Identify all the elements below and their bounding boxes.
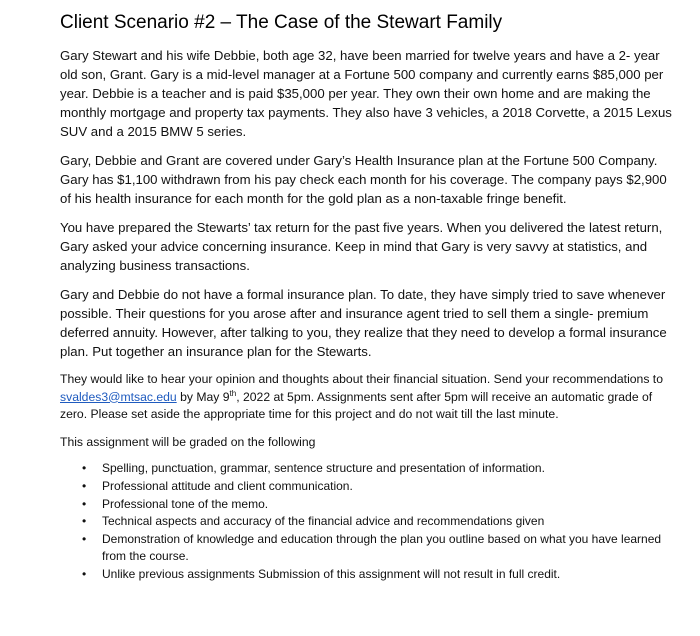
paragraph-insurance-plan: Gary and Debbie do not have a formal insurance plan. To date, they have simply tried to save whenever possible. Their questions for you arose after and insurance agent tried to sell them a single- premium deferred annuity. However, after talking to you, they realize that they need to develop a formal insurance plan. Put together an insurance plan for the Stewarts.	[60, 287, 667, 359]
criteria-item	[82, 513, 680, 531]
paragraph-tax-return: You have prepared the Stewarts’ tax return for the past five years. When you delivered the latest return, Gary asked your advice concerning insurance. Keep in mind that Gary is very savvy at statistics, and analyzing business transactions.	[60, 220, 663, 273]
bullet-icon: •	[82, 531, 87, 546]
criteria-text: Unlike previous assignments Submission of this assignment will not result in full credit.	[102, 566, 561, 581]
bullet-icon: •	[82, 566, 87, 581]
instructions-text-due: by May 9	[176, 389, 230, 404]
bullet-icon: •	[82, 514, 87, 529]
email-link[interactable]: svaldes3@mtsac.edu	[60, 389, 177, 404]
criteria-text: Technical aspects and accuracy of the financial advice and recommendations given	[102, 514, 545, 529]
criteria-item	[82, 496, 680, 514]
bullet-icon: •	[82, 461, 87, 476]
criteria-text: Professional attitude and client communication.	[102, 478, 353, 493]
instructions-text-start: They would like to hear your opinion and thoughts about their financial situation. Send your recommendations to	[60, 372, 663, 386]
criteria-item	[82, 531, 680, 566]
paragraph-family-background: Gary Stewart and his wife Debbie, both age 32, have been married for twelve years and have a 2- year old son, Grant. Gary is a mid-level manager at a Fortune 500 company and currently earns $85,000 per year. Debbie is a teacher and is paid $35,000 per year. They own their own home and are making the monthly mortgage and property tax payments. They also have 3 vehicles, a 2018 Corvette, a 2015 Lexus SUV and a 2015 BMW 5 series.	[60, 48, 672, 139]
criteria-text: Professional tone of the memo.	[102, 496, 269, 511]
criteria-text: Spelling, punctuation, grammar, sentence structure and presentation of information.	[102, 461, 545, 476]
page-title: Client Scenario #2 – The Case of the Stewart Family	[60, 12, 503, 33]
bullet-icon: •	[82, 496, 87, 511]
document-page	[60, 10, 680, 584]
grading-intro: This assignment will be graded on the following	[60, 434, 316, 449]
bullet-icon: •	[82, 478, 87, 493]
paragraph-health-insurance: Gary, Debbie and Grant are covered under Gary’s Health Insurance plan at the Fortune 500 Company. Gary has $1,100 withdrawn from his pay check each month for his coverage. The company pays $2,900 of his health insurance for each month for the gold plan as a non-taxable fringe benefit.	[60, 153, 667, 206]
grading-criteria-list	[60, 460, 680, 583]
criteria-item	[82, 460, 680, 478]
criteria-text: Demonstration of knowledge and education through the plan you outline based on what you have learned from the course.	[102, 531, 662, 564]
instructions-text-end: , 2022 at 5pm. Assignments sent after 5pm will receive an automatic grade of zero. Please set aside the appropriate time for this project and do not wait till the last minute.	[60, 389, 653, 422]
criteria-item	[82, 566, 680, 584]
paragraph-instructions	[60, 371, 680, 424]
criteria-item	[82, 478, 680, 496]
date-suffix: th	[229, 388, 237, 398]
